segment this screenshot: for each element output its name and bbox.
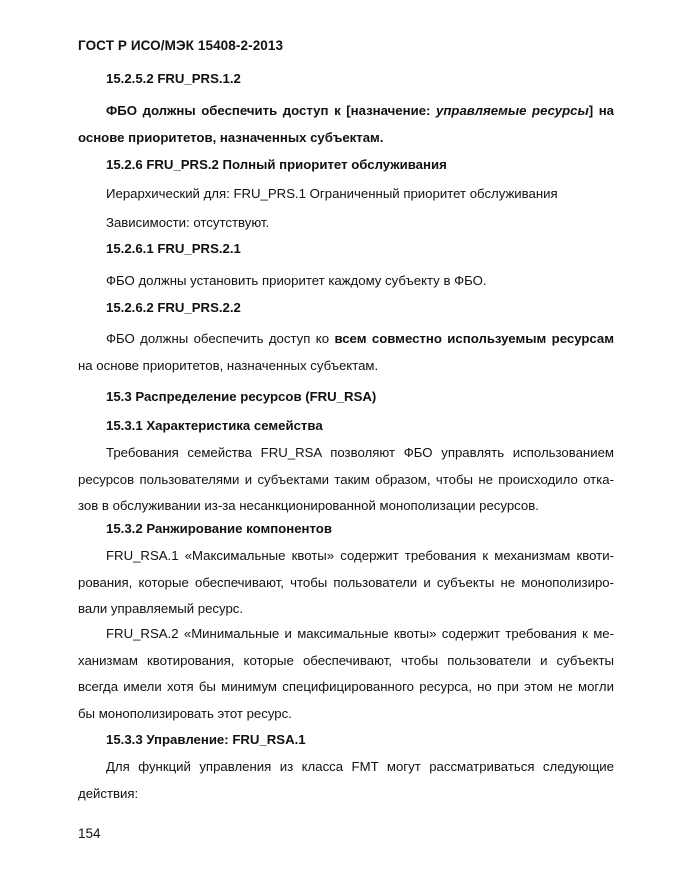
heading-15-2-6-2: 15.2.6.2 FRU_PRS.2.2 [106, 300, 241, 315]
page-number: 154 [78, 826, 101, 841]
component-levelling-rsa2-paragraph: FRU_RSA.2 «Минимальные и максимальные квоты» содержит требования к ме-ханизмам квотирования, которые обеспечивают, чтобы пользователи и субъекты всегда имели хотя бы минимум специфицированного ресурса, но при этом не могли бы монополизировать этот ресурс. [78, 626, 614, 721]
p1-assignment-italic: управляемые ресурсы [436, 103, 589, 118]
heading-15-2-6: 15.2.6 FRU_PRS.2 Полный приоритет обслуживания [106, 157, 447, 172]
p3-bold-text: всем совместно используемым ресурсам [334, 331, 614, 346]
paragraph-fru-prs-2-1: ФБО должны установить приоритет каждому субъекту в ФБО. [106, 273, 487, 288]
family-behaviour-paragraph: Требования семейства FRU_RSA позволяют ФБО управлять использованием ресурсов пользователями и субъектами таким образом, чтобы не происходило отка-зов в обслуживании из-за несанкционированной монополизации ресурсов. [78, 445, 614, 513]
hierarchy-paragraph: Иерархический для: FRU_PRS.1 Ограниченный приоритет обслуживания [106, 186, 558, 201]
p1-text-a: ФБО должны обеспечить доступ к [назначение: [106, 103, 437, 118]
heading-15-3: 15.3 Распределение ресурсов (FRU_RSA) [106, 389, 377, 404]
heading-15-3-2: 15.3.2 Ранжирование компонентов [106, 521, 332, 536]
p3-text-a: ФБО должны обеспечить доступ ко [106, 331, 335, 346]
heading-15-3-3: 15.3.3 Управление: FRU_RSA.1 [106, 732, 306, 747]
heading-15-3-1: 15.3.1 Характеристика семейства [106, 418, 323, 433]
document-header: ГОСТ Р ИСО/МЭК 15408-2-2013 [78, 38, 284, 53]
p3-text-c: на основе приоритетов, назначенных субъектам. [78, 357, 379, 373]
dependencies-paragraph: Зависимости: отсутствуют. [106, 215, 270, 230]
management-paragraph: Для функций управления из класса FMT могут рассматриваться следующие действия: [78, 759, 614, 801]
paragraph-fru-prs-1-2 [78, 98, 614, 151]
p1-text-c: ] на основе приоритетов, назначенных субъектам. [78, 103, 614, 145]
heading-15-2-6-1: 15.2.6.1 FRU_PRS.2.1 [106, 241, 241, 256]
paragraph-fru-prs-2-2 [78, 326, 614, 379]
component-levelling-rsa1-paragraph: FRU_RSA.1 «Максимальные квоты» содержит требования к механизмам квоти-рования, которые обеспечивают, чтобы пользователи и субъекты не монополизиро-вали управляемый ресурс. [78, 548, 614, 616]
heading-15-2-5-2: 15.2.5.2 FRU_PRS.1.2 [106, 71, 241, 86]
